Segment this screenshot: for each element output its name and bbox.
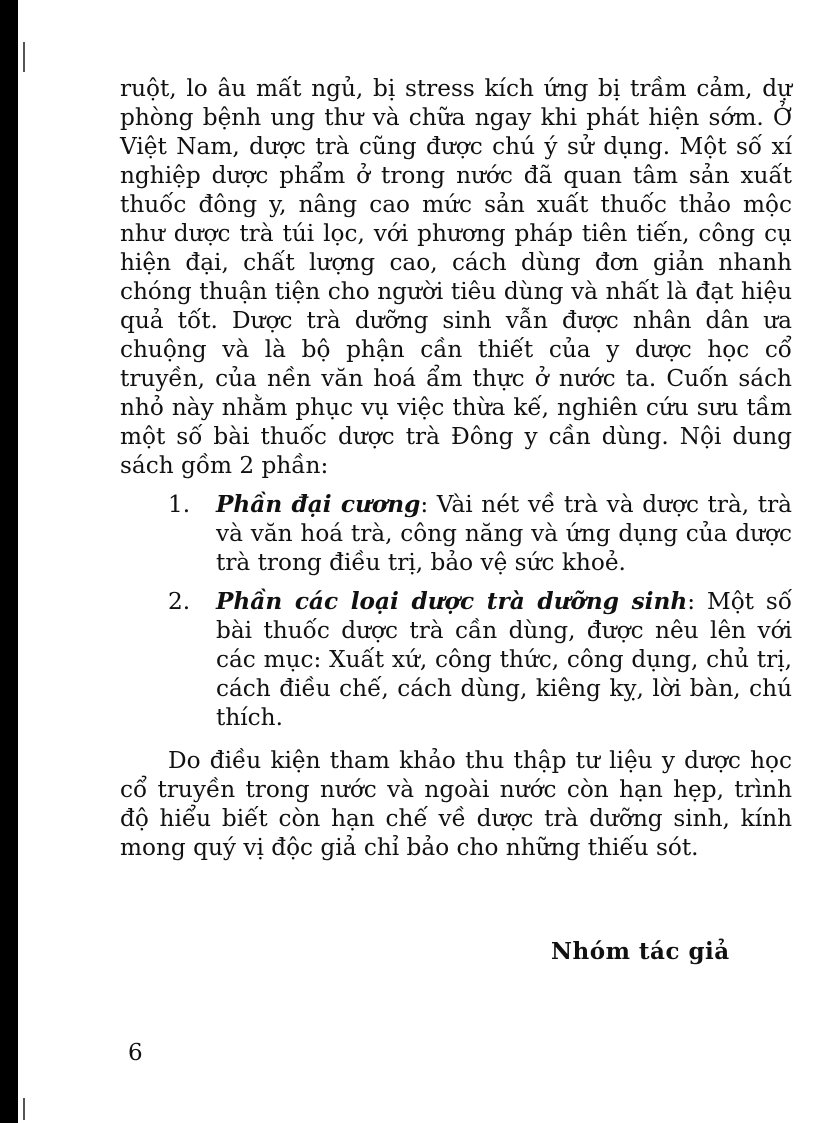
body-text xyxy=(120,74,792,862)
paragraph-2: Do điều kiện tham khảo thu thập tư liệu y dược học cổ truyền trong nước và ngoài nước còn hạn hẹp, trình độ hiểu biết còn hạn chế về dược trà dưỡng sinh, kính mong quý vị độc giả chỉ bảo cho những thiếu sót. xyxy=(120,747,792,861)
list-item-term: Phần đại cương xyxy=(216,491,421,518)
list-item-number: 2. xyxy=(168,588,191,615)
list-item-text: : Một số bài thuốc dược trà cần dùng, được nêu lên với các mục: Xuất xứ, công thức, công dụng, chủ trị, cách điều chế, cách dùng, kiêng kỵ, lời bàn, chú thích. xyxy=(216,588,792,731)
scan-edge-mark xyxy=(23,1098,25,1120)
list-item-number: 1. xyxy=(168,491,191,518)
list-item-term: Phần các loại dược trà dưỡng sinh xyxy=(216,588,688,615)
contents-list xyxy=(120,490,792,732)
list-item xyxy=(120,490,792,577)
book-spine-shadow xyxy=(0,0,18,1123)
page-number: 6 xyxy=(128,1040,143,1066)
list-item xyxy=(120,587,792,732)
author-signature: Nhóm tác giả xyxy=(551,938,730,965)
paragraph-1: ruột, lo âu mất ngủ, bị stress kích ứng bị trầm cảm, dự phòng bệnh ung thư và chữa ngay khi phát hiện sớm. Ở Việt Nam, dược trà cũng được chú ý sử dụng. Một số xí nghiệp dược phẩm ở trong nước đã quan tâm sản xuất thuốc đông y, nâng cao mức sản xuất thuốc thảo mộc như dược trà túi lọc, với phương pháp tiên tiến, công cụ hiện đại, chất lượng cao, cách dùng đơn giản nhanh chóng thuận tiện cho người tiêu dùng và nhất là đạt hiệu quả tốt. Dược trà dưỡng sinh vẫn được nhân dân ưa chuộng và là bộ phận cần thiết của y dược học cổ truyền, của nền văn hoá ẩm thực ở nước ta. Cuốn sách nhỏ này nhằm phục vụ việc thừa kế, nghiên cứu sưu tầm một số bài thuốc dược trà Đông y cần dùng. Nội dung sách gồm 2 phần: xyxy=(120,75,792,479)
list-item-text: : Vài nét về trà và dược trà, trà và văn hoá trà, công năng và ứng dụng của dược trà trong điều trị, bảo vệ sức khoẻ. xyxy=(216,491,792,576)
scan-edge-mark xyxy=(23,42,25,72)
